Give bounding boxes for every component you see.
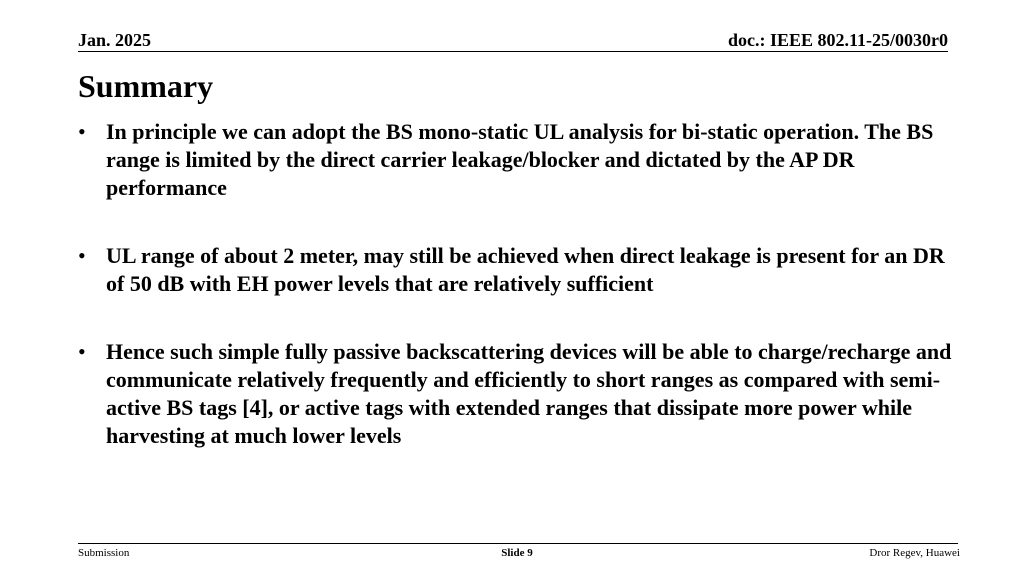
bullet-item — [78, 242, 958, 298]
bullet-text: In principle we can adopt the BS mono-static UL analysis for bi-static operation. The BS range is limited by the direct carrier leakage/blocker and dictated by the AP DR performance — [106, 119, 934, 200]
footer-author: Dror Regev, Huawei — [869, 547, 960, 559]
bullet-item — [78, 118, 958, 202]
bullet-point-icon: • — [78, 119, 86, 144]
bullet-point-icon: • — [78, 243, 86, 268]
footer-submission: Submission — [78, 547, 130, 559]
bullet-text: Hence such simple fully passive backscattering devices will be able to charge/recharge and communicate relatively frequently and efficiently to short ranges as compared with semi-active BS tags [4], or active tags with extended ranges that dissipate more power while harvesting at much lower levels — [106, 339, 952, 448]
bullet-text: UL range of about 2 meter, may still be achieved when direct leakage is present for an DR of 50 dB with EH power levels that are relatively sufficient — [106, 243, 945, 296]
header-doc-id: doc.: IEEE 802.11-25/0030r0 — [727, 30, 948, 50]
header-divider — [78, 51, 948, 52]
bullet-item — [78, 338, 958, 450]
bullet-point-icon: • — [78, 339, 86, 364]
footer-slide-number: Slide 9 — [501, 547, 533, 559]
bullet-list — [78, 118, 958, 450]
footer-divider — [78, 543, 958, 544]
slide-title: Summary — [78, 68, 214, 104]
header-date: Jan. 2025 — [78, 30, 152, 50]
